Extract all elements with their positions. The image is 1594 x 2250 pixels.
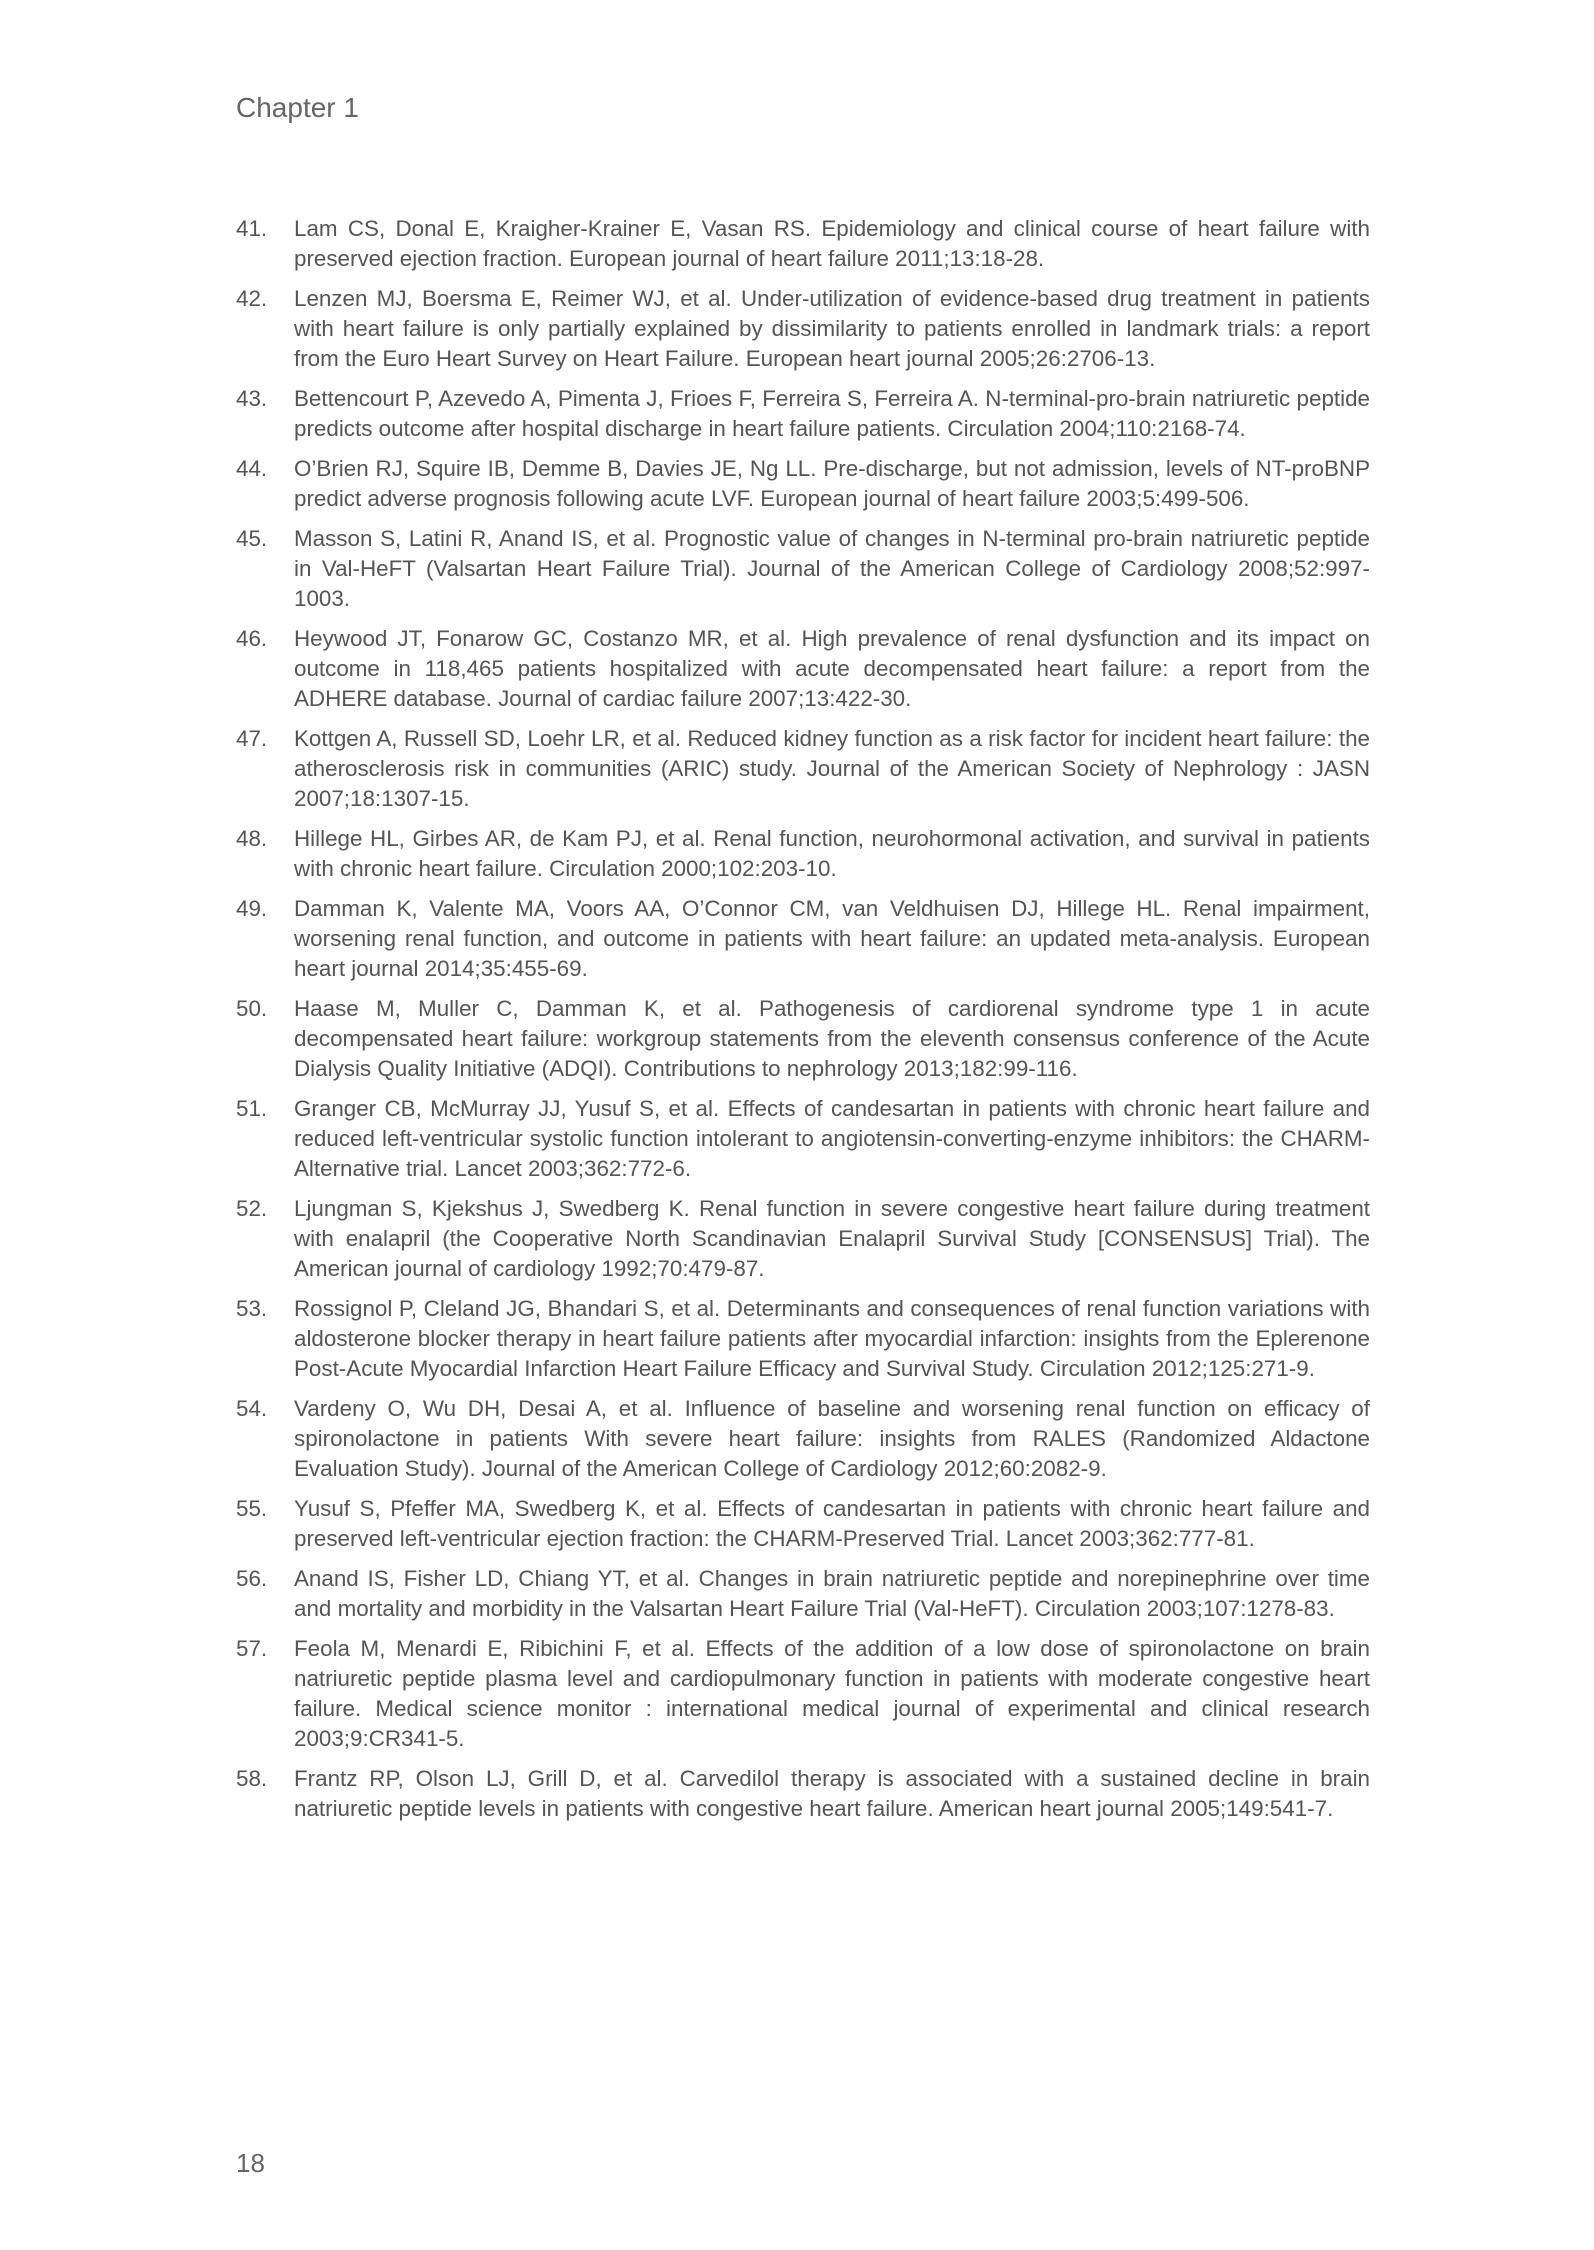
reference-text: Feola M, Menardi E, Ribichini F, et al. Effects of the addition of a low dose of spironolactone on brain natriuretic peptide plasma level and cardiopulmonary function in patients with moderate congestive heart failure. Medical science monitor : international medical journal of experimental and clinical research 2003;9:CR341-5. bbox=[294, 1636, 1370, 1751]
reference-number: 52. bbox=[236, 1196, 268, 1221]
reference-number: 42. bbox=[236, 286, 268, 311]
reference-number: 56. bbox=[236, 1566, 268, 1591]
reference-text: Frantz RP, Olson LJ, Grill D, et al. Carvedilol therapy is associated with a sustained decline in brain natriuretic peptide levels in patients with congestive heart failure. American heart journal 2005;149:541-7. bbox=[294, 1766, 1370, 1821]
reference-number: 41. bbox=[236, 216, 268, 241]
reference-text: Lenzen MJ, Boersma E, Reimer WJ, et al. Under-utilization of evidence-based drug treatment in patients with heart failure is only partially explained by dissimilarity to patients enrolled in landmark trials: a report from the Euro Heart Survey on Heart Failure. European heart journal 2005;26:2706-13. bbox=[294, 286, 1370, 371]
reference-text: Lam CS, Donal E, Kraigher-Krainer E, Vasan RS. Epidemiology and clinical course of heart failure with preserved ejection fraction. European journal of heart failure 2011;13:18-28. bbox=[294, 216, 1370, 271]
reference-number: 46. bbox=[236, 626, 268, 651]
reference-item-53 bbox=[236, 1294, 1370, 1384]
reference-number: 53. bbox=[236, 1296, 268, 1321]
reference-item-42 bbox=[236, 284, 1370, 374]
reference-item-48 bbox=[236, 824, 1370, 884]
reference-item-57 bbox=[236, 1634, 1370, 1754]
reference-number: 58. bbox=[236, 1766, 268, 1791]
reference-text: Damman K, Valente MA, Voors AA, O’Connor CM, van Veldhuisen DJ, Hillege HL. Renal impairment, worsening renal function, and outcome in patients with heart failure: an updated meta-analysis. European heart journal 2014;35:455-69. bbox=[294, 896, 1370, 981]
reference-number: 47. bbox=[236, 726, 268, 751]
reference-text: Ljungman S, Kjekshus J, Swedberg K. Renal function in severe congestive heart failure during treatment with enalapril (the Cooperative North Scandinavian Enalapril Survival Study [CONSENSUS] Trial). The American journal of cardiology 1992;70:479-87. bbox=[294, 1196, 1370, 1281]
reference-text: Heywood JT, Fonarow GC, Costanzo MR, et al. High prevalence of renal dysfunction and its impact on outcome in 118,465 patients hospitalized with acute decompensated heart failure: a report from the ADHERE database. Journal of cardiac failure 2007;13:422-30. bbox=[294, 626, 1370, 711]
reference-item-46 bbox=[236, 624, 1370, 714]
reference-text: Yusuf S, Pfeffer MA, Swedberg K, et al. Effects of candesartan in patients with chronic heart failure and preserved left-ventricular ejection fraction: the CHARM-Preserved Trial. Lancet 2003;362:777-81. bbox=[294, 1496, 1370, 1551]
page-number: 18 bbox=[236, 2148, 265, 2178]
reference-number: 49. bbox=[236, 896, 268, 921]
reference-item-51 bbox=[236, 1094, 1370, 1184]
reference-item-45 bbox=[236, 524, 1370, 614]
reference-list bbox=[236, 214, 1370, 1834]
reference-text: Hillege HL, Girbes AR, de Kam PJ, et al. Renal function, neurohormonal activation, and survival in patients with chronic heart failure. Circulation 2000;102:203-10. bbox=[294, 826, 1370, 881]
reference-number: 54. bbox=[236, 1396, 268, 1421]
reference-number: 55. bbox=[236, 1496, 268, 1521]
reference-text: O’Brien RJ, Squire IB, Demme B, Davies JE, Ng LL. Pre-discharge, but not admission, levels of NT-proBNP predict adverse prognosis following acute LVF. European journal of heart failure 2003;5:499-506. bbox=[294, 456, 1370, 511]
reference-number: 51. bbox=[236, 1096, 268, 1121]
reference-text: Masson S, Latini R, Anand IS, et al. Prognostic value of changes in N-terminal pro-brain natriuretic peptide in Val-HeFT (Valsartan Heart Failure Trial). Journal of the American College of Cardiology 2008;52:997-1003. bbox=[294, 526, 1370, 611]
reference-item-56 bbox=[236, 1564, 1370, 1624]
reference-text: Rossignol P, Cleland JG, Bhandari S, et al. Determinants and consequences of renal function variations with aldosterone blocker therapy in heart failure patients after myocardial infarction: insights from the Eplerenone Post-Acute Myocardial Infarction Heart Failure Efficacy and Survival Study. Circulation 2012;125:271-9. bbox=[294, 1296, 1370, 1381]
reference-text: Haase M, Muller C, Damman K, et al. Pathogenesis of cardiorenal syndrome type 1 in acute decompensated heart failure: workgroup statements from the eleventh consensus conference of the Acute Dialysis Quality Initiative (ADQI). Contributions to nephrology 2013;182:99-116. bbox=[294, 996, 1370, 1081]
reference-item-44 bbox=[236, 454, 1370, 514]
reference-number: 44. bbox=[236, 456, 268, 481]
reference-text: Bettencourt P, Azevedo A, Pimenta J, Frioes F, Ferreira S, Ferreira A. N-terminal-pro-brain natriuretic peptide predicts outcome after hospital discharge in heart failure patients. Circulation 2004;110:2168-74. bbox=[294, 386, 1370, 441]
reference-item-52 bbox=[236, 1194, 1370, 1284]
reference-number: 43. bbox=[236, 386, 268, 411]
reference-text: Anand IS, Fisher LD, Chiang YT, et al. Changes in brain natriuretic peptide and norepinephrine over time and mortality and morbidity in the Valsartan Heart Failure Trial (Val-HeFT). Circulation 2003;107:1278-83. bbox=[294, 1566, 1370, 1621]
reference-number: 57. bbox=[236, 1636, 268, 1661]
reference-item-43 bbox=[236, 384, 1370, 444]
reference-number: 45. bbox=[236, 526, 268, 551]
reference-item-55 bbox=[236, 1494, 1370, 1554]
reference-item-49 bbox=[236, 894, 1370, 984]
running-header-chapter: Chapter 1 bbox=[236, 92, 359, 123]
reference-item-50 bbox=[236, 994, 1370, 1084]
reference-item-58 bbox=[236, 1764, 1370, 1824]
reference-item-47 bbox=[236, 724, 1370, 814]
reference-item-41 bbox=[236, 214, 1370, 274]
reference-text: Vardeny O, Wu DH, Desai A, et al. Influence of baseline and worsening renal function on efficacy of spironolactone in patients With severe heart failure: insights from RALES (Randomized Aldactone Evaluation Study). Journal of the American College of Cardiology 2012;60:2082-9. bbox=[294, 1396, 1370, 1481]
reference-number: 50. bbox=[236, 996, 268, 1021]
reference-text: Kottgen A, Russell SD, Loehr LR, et al. Reduced kidney function as a risk factor for incident heart failure: the atherosclerosis risk in communities (ARIC) study. Journal of the American Society of Nephrology : JASN 2007;18:1307-15. bbox=[294, 726, 1370, 811]
reference-number: 48. bbox=[236, 826, 268, 851]
reference-text: Granger CB, McMurray JJ, Yusuf S, et al. Effects of candesartan in patients with chronic heart failure and reduced left-ventricular systolic function intolerant to angiotensin-converting-enzyme inhibitors: the CHARM-Alternative trial. Lancet 2003;362:772-6. bbox=[294, 1096, 1370, 1181]
reference-item-54 bbox=[236, 1394, 1370, 1484]
